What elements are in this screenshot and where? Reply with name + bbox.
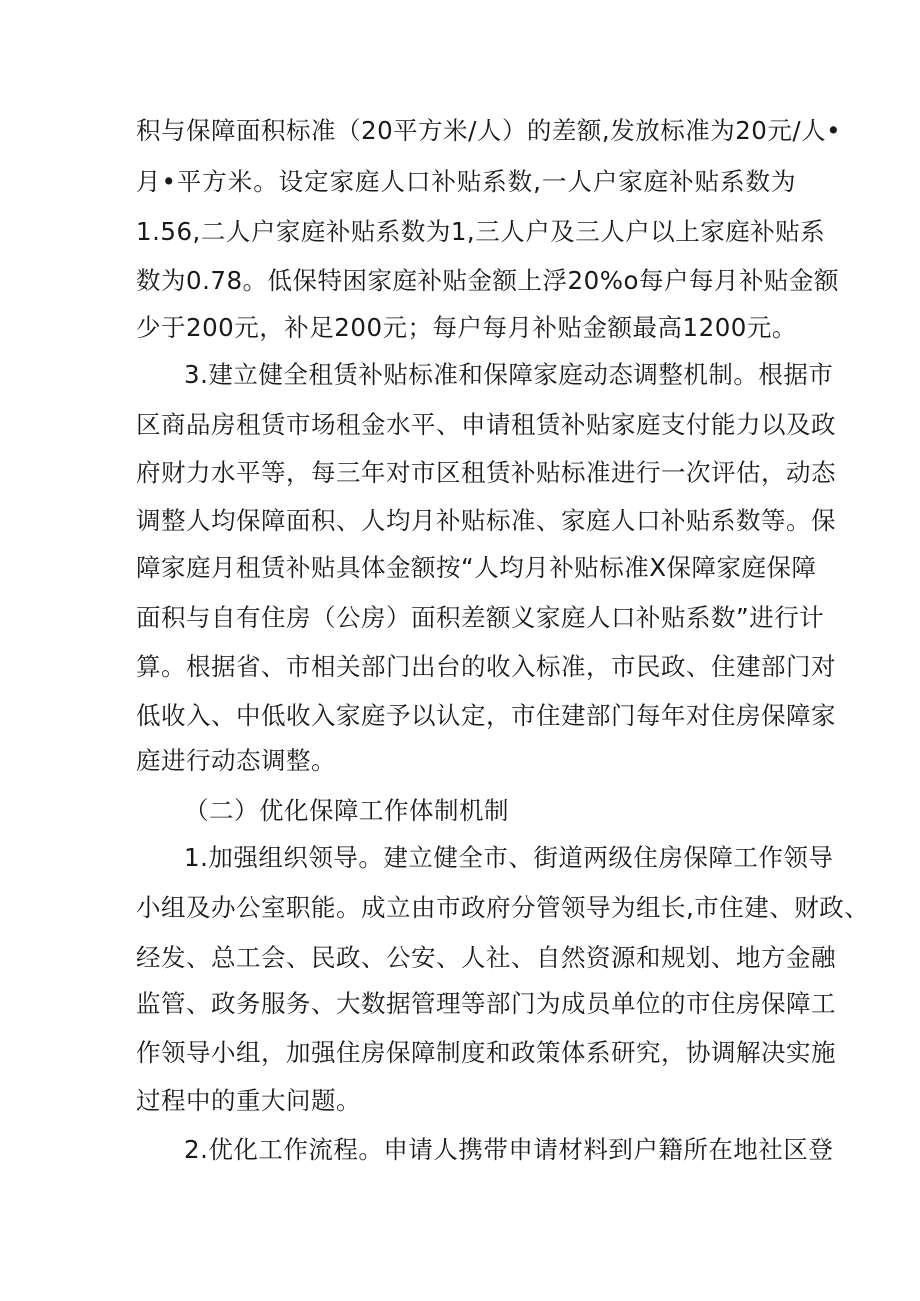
section-heading: （二）优化保障工作体制机制 — [184, 796, 509, 825]
text-line: 府财力水平等，每三年对市区租赁补贴标准进行一次评估，动态 — [136, 458, 836, 487]
text-line: 庭进行动态调整。 — [136, 746, 336, 775]
text-line: 作领导小组，加强住房保障制度和政策体系研究，协调解决实施 — [136, 1038, 836, 1067]
text-line: 小组及办公室职能。成立由市政府分管领导为组长,市住建、财政、 — [136, 893, 870, 922]
text-line: 数为0.78。低保特困家庭补贴金额上浮20%o每户每月补贴金额 — [136, 266, 839, 295]
paragraph-first-line: 2.优化工作流程。申请人携带申请材料到户籍所在地社区登 — [184, 1135, 834, 1164]
text-line: 1.56,二人户家庭补贴系数为1,三人户及三人户以上家庭补贴系 — [136, 217, 826, 246]
paragraph-first-line: 3.建立健全租赁补贴标准和保障家庭动态调整机制。根据市 — [184, 360, 834, 389]
text-line: 调整人均保障面积、人均月补贴标准、家庭人口补贴系数等。保 — [136, 506, 836, 535]
text-line: 面积与自有住房（公房）面积差额义家庭人口补贴系数”进行计 — [136, 603, 825, 632]
text-line: 过程中的重大问题。 — [136, 1086, 361, 1115]
text-line: 积与保障面积标准（20平方米/人）的差额,发放标准为20元/人• — [136, 116, 842, 145]
text-line: 经发、总工会、民政、公安、人社、自然资源和规划、地方金融 — [136, 943, 836, 972]
text-line: 算。根据省、市相关部门出台的收入标准，市民政、住建部门对 — [136, 652, 836, 681]
text-line: 障家庭月租赁补贴具体金额按“人均月补贴标准X保障家庭保障 — [136, 553, 817, 582]
text-line: 区商品房租赁市场租金水平、申请租赁补贴家庭支付能力以及政 — [136, 410, 836, 439]
text-line: 低收入、中低收入家庭予以认定，市住建部门每年对住房保障家 — [136, 701, 836, 730]
text-line: 月•平方米。设定家庭人口补贴系数,一人户家庭补贴系数为 — [136, 167, 796, 196]
paragraph-first-line: 1.加强组织领导。建立健全市、街道两级住房保障工作领导 — [184, 843, 834, 872]
text-line: 少于200元，补足200元；每户每月补贴金额最高1200元。 — [136, 313, 797, 342]
text-line: 监管、政务服务、大数据管理等部门为成员单位的市住房保障工 — [136, 989, 836, 1018]
